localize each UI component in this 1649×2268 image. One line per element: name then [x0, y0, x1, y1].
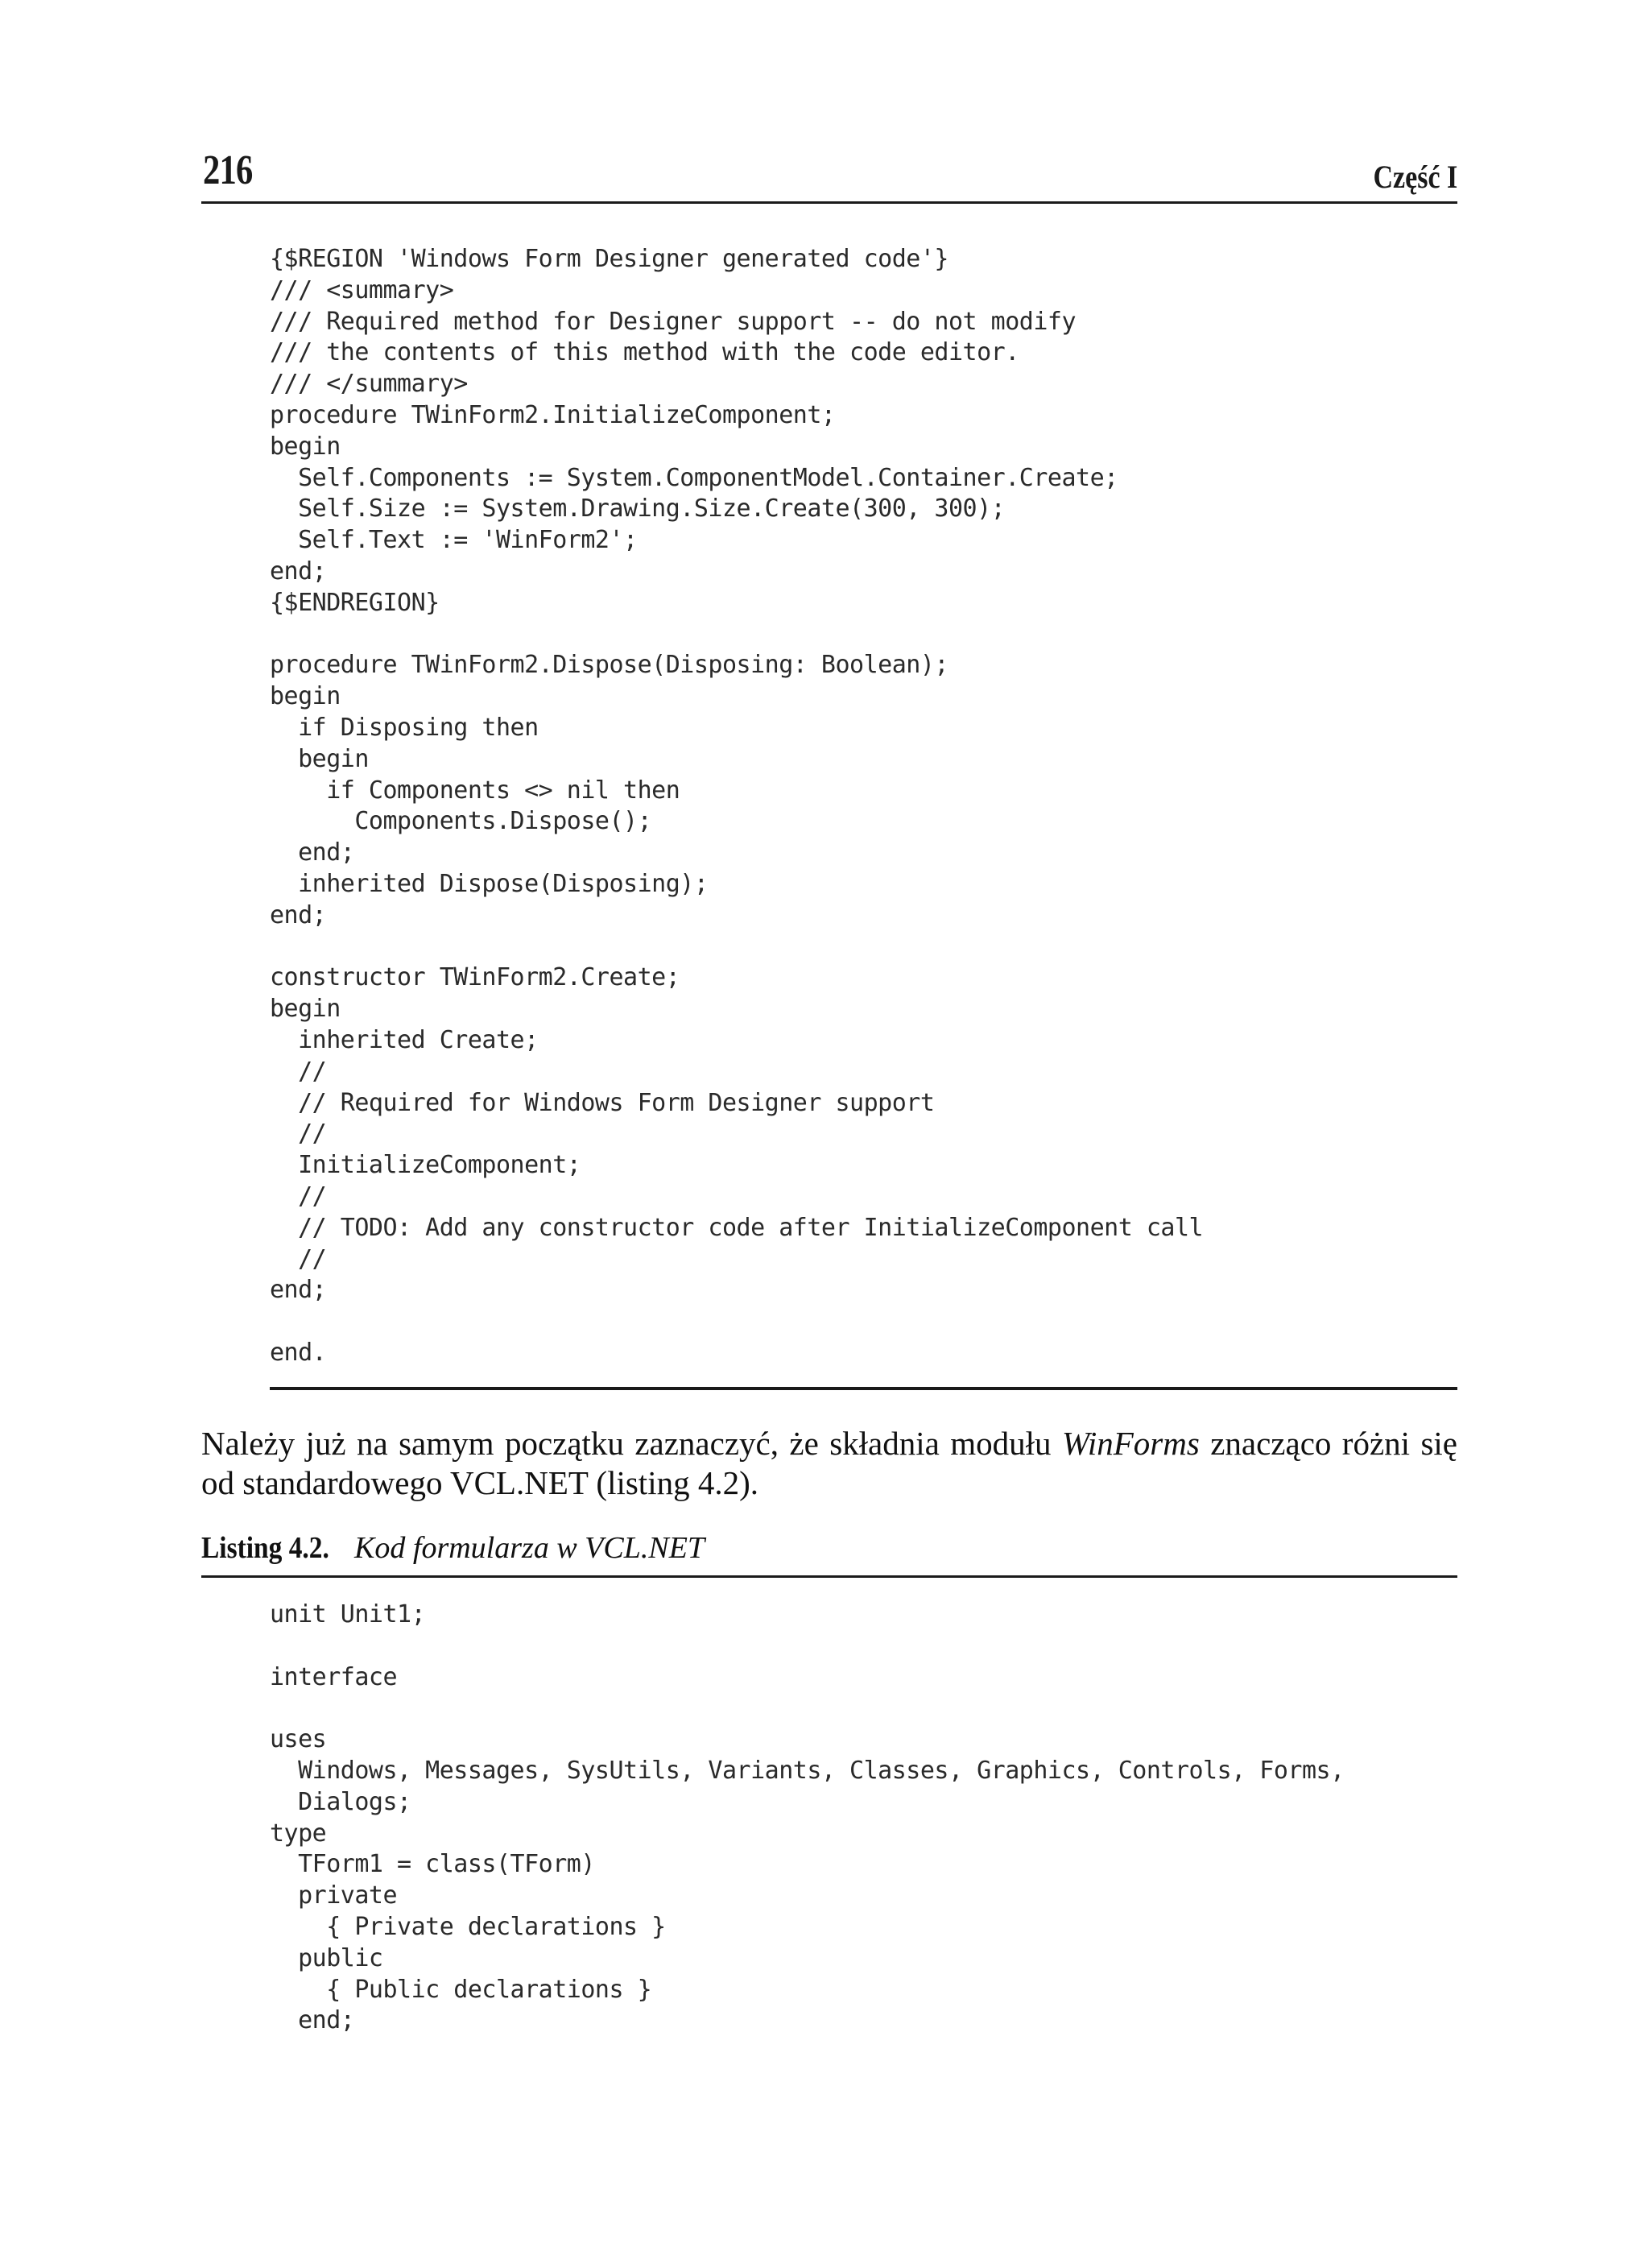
- code-line: type: [270, 1819, 327, 1848]
- code-line: end;: [270, 838, 355, 867]
- code-line: procedure TWinForm2.Dispose(Disposing: Boolean);: [270, 651, 948, 680]
- code-line: end;: [270, 900, 327, 929]
- code-line: inherited Dispose(Disposing);: [270, 869, 709, 898]
- code-line: end.: [270, 1338, 327, 1367]
- code-line: Self.Size := System.Drawing.Size.Create(300, 300);: [270, 495, 1006, 524]
- code-line: public: [270, 1943, 383, 1972]
- code-line: /// <summary>: [270, 275, 454, 304]
- code-line: //: [270, 1120, 327, 1148]
- code-line: begin: [270, 432, 341, 461]
- code-line: Windows, Messages, SysUtils, Variants, Classes, Graphics, Controls, Forms,: [270, 1756, 1345, 1785]
- page-number: 216: [203, 147, 253, 193]
- page-header: [201, 143, 1457, 204]
- code-line: [270, 932, 1203, 963]
- listing-caption: [201, 1530, 1457, 1578]
- code-line: [270, 1306, 1203, 1338]
- code-line: uses: [270, 1725, 327, 1754]
- code-line: if Components <> nil then: [270, 776, 680, 805]
- code-line: /// </summary>: [270, 370, 468, 399]
- code-line: begin: [270, 744, 369, 773]
- code-line: if Disposing then: [270, 713, 539, 742]
- code-line: [270, 1631, 1345, 1662]
- code-line: //: [270, 1244, 327, 1273]
- code-line: //: [270, 1057, 327, 1086]
- code-line: { Private declarations }: [270, 1912, 666, 1941]
- code-line: [270, 1693, 1345, 1724]
- code-line: Dialogs;: [270, 1787, 411, 1816]
- code-line: interface: [270, 1662, 398, 1691]
- paragraph-text-before: Należy już na samym początku zaznaczyć, że składnia modułu: [201, 1425, 1062, 1462]
- code-line: // TODO: Add any constructor code after InitializeComponent call: [270, 1213, 1204, 1242]
- code-line: /// the contents of this method with the code editor.: [270, 338, 1019, 367]
- listing-caption-label: Listing 4.2.: [201, 1531, 329, 1565]
- code-line: begin: [270, 682, 341, 711]
- listing-end-rule: [270, 1387, 1457, 1390]
- code-line: { Public declarations }: [270, 1975, 652, 2004]
- part-title: Część I: [1373, 159, 1457, 195]
- code-listing-4-1: [270, 244, 1203, 1369]
- code-line: unit Unit1;: [270, 1600, 426, 1629]
- listing-caption-text: Kod formularza w VCL.NET: [354, 1531, 705, 1565]
- paragraph-emphasis: WinForms: [1061, 1425, 1200, 1462]
- code-line: private: [270, 1881, 398, 1910]
- code-line: end;: [270, 1276, 327, 1305]
- code-line: /// Required method for Designer support -- do not modify: [270, 307, 1077, 336]
- code-line: TForm1 = class(TForm): [270, 1850, 595, 1879]
- code-line: Self.Components := System.ComponentModel.Container.Create;: [270, 463, 1118, 492]
- code-line: [270, 619, 1203, 651]
- code-line: {$ENDREGION}: [270, 588, 440, 617]
- code-line: Self.Text := 'WinForm2';: [270, 526, 638, 555]
- body-paragraph: [201, 1424, 1457, 1503]
- code-line: //: [270, 1182, 327, 1211]
- code-line: // Required for Windows Form Designer support: [270, 1088, 935, 1117]
- code-line: end;: [270, 557, 327, 586]
- code-line: Components.Dispose();: [270, 807, 652, 836]
- code-line: inherited Create;: [270, 1025, 539, 1054]
- paragraph-text-after: znacząco różni się od standardowego VCL.NET (listing 4.2).: [201, 1425, 1457, 1501]
- code-line: end;: [270, 2006, 355, 2035]
- code-listing-4-2: [270, 1600, 1345, 2037]
- code-line: begin: [270, 995, 341, 1024]
- code-line: constructor TWinForm2.Create;: [270, 963, 680, 992]
- code-line: procedure TWinForm2.InitializeComponent;: [270, 400, 836, 429]
- code-line: InitializeComponent;: [270, 1151, 581, 1180]
- code-line: {$REGION 'Windows Form Designer generated code'}: [270, 245, 948, 273]
